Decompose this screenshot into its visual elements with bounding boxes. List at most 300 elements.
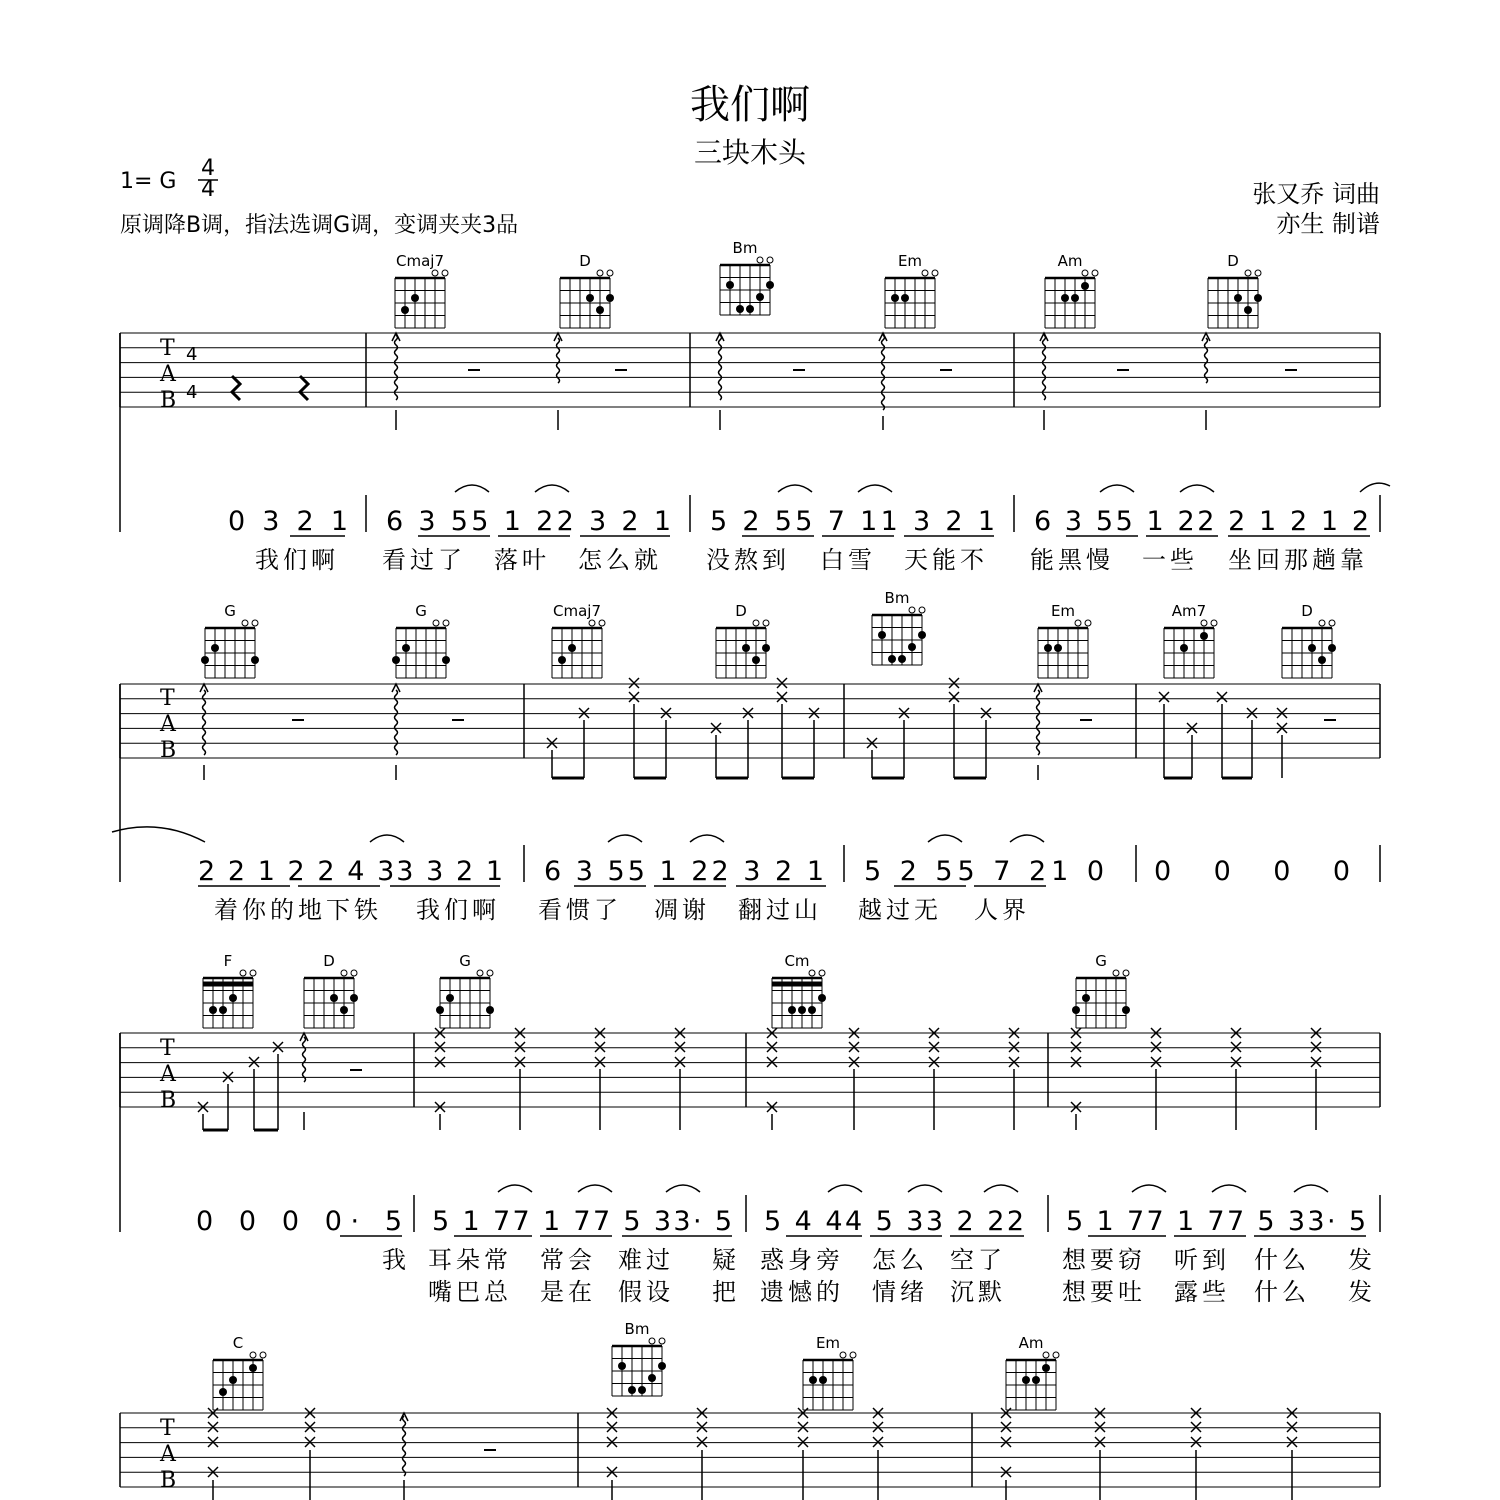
lyric: 常会 <box>540 1246 596 1274</box>
x-notehead <box>1217 692 1227 702</box>
lyric: 怎么 <box>872 1246 928 1274</box>
tab-letter-b: B <box>160 1468 177 1493</box>
x-notehead <box>579 708 589 718</box>
lyrics-music-credit: 张又乔 词曲 <box>1252 180 1380 208</box>
measure-notes: 6 3 55 1 22 3 2 1 <box>544 856 824 887</box>
staff-lines <box>120 1033 1380 1107</box>
lyric: 白雪 <box>820 546 876 574</box>
measure-notes: 5 1 77 1 77 5 33· 5 <box>1066 1206 1366 1237</box>
chord-diagram-f <box>203 952 256 1028</box>
chord-name: Cmaj7 <box>553 602 601 620</box>
finger-dot <box>726 281 734 289</box>
key-signature: 1= G <box>120 169 177 194</box>
fretboard-grid <box>213 1352 266 1410</box>
arpeggio-strum <box>554 333 562 383</box>
x-notehead <box>595 1057 605 1067</box>
finger-dot <box>1061 294 1069 302</box>
arpeggio-strum <box>392 333 400 400</box>
muted-noteheads <box>547 678 1287 748</box>
open-string-marker <box>599 620 605 626</box>
finger-dot <box>211 644 219 652</box>
lyric: 天能不 <box>904 546 988 574</box>
x-notehead <box>629 692 639 702</box>
x-notehead <box>777 678 787 688</box>
measure-notes: 5 2 55 7 11 3 2 1 <box>710 506 995 537</box>
x-notehead <box>607 1437 617 1447</box>
numbered-notation-1 <box>228 483 1390 537</box>
finger-dot <box>201 656 209 664</box>
chord-diagram-g <box>201 602 259 678</box>
finger-dot <box>1328 644 1336 652</box>
open-string-marker <box>260 1352 266 1358</box>
finger-dot <box>401 306 409 314</box>
chord-diagram-bm <box>612 1320 666 1396</box>
finger-dot <box>746 305 754 313</box>
chord-name: Em <box>1050 602 1076 620</box>
lyric: 听到 <box>1174 1246 1230 1274</box>
ties <box>498 1185 1328 1192</box>
finger-dot <box>596 306 604 314</box>
finger-dot <box>898 655 906 663</box>
tab-letter-t: T <box>160 336 175 361</box>
time-sig-tab-top: 4 <box>186 344 198 365</box>
open-string-marker <box>919 607 925 613</box>
x-notehead <box>435 1057 445 1067</box>
lyric: 惑身旁 <box>760 1246 844 1274</box>
x-notehead <box>305 1437 315 1447</box>
x-notehead <box>249 1057 259 1067</box>
lyric: 假设 <box>618 1278 674 1306</box>
x-notehead <box>929 1057 939 1067</box>
open-string-marker <box>443 620 449 626</box>
chord-name: Am <box>1057 252 1083 270</box>
lyric: 难过 <box>618 1246 674 1274</box>
finger-dot <box>402 644 410 652</box>
open-string-marker <box>1043 1352 1049 1358</box>
open-string-marker <box>809 970 815 976</box>
quarter-rest <box>232 376 240 400</box>
chord-name: Em <box>897 252 923 270</box>
arpeggio-strum <box>1202 333 1210 383</box>
measure-notes: 0 0 0 0· 5 <box>196 1206 402 1237</box>
x-notehead <box>767 1042 777 1052</box>
time-signature-bottom: 4 <box>201 177 215 202</box>
lyric: 嘴巴总 <box>428 1278 512 1306</box>
chord-diagram-g <box>392 602 450 678</box>
muted-noteheads <box>198 1028 1321 1112</box>
lyrics-line-3-verse-2 <box>428 1278 1372 1306</box>
x-notehead <box>208 1437 218 1447</box>
open-string-marker <box>1255 270 1261 276</box>
tab-letter-b: B <box>160 388 177 413</box>
tab-letter-a: A <box>160 1062 176 1087</box>
open-string-marker <box>757 257 763 263</box>
lyric: 落叶 <box>494 546 550 574</box>
chord-diagram-em <box>885 252 938 328</box>
phrase-slur <box>112 827 205 842</box>
lyric: 露些 <box>1174 1278 1230 1306</box>
tab-letter-a: A <box>160 1442 176 1467</box>
finger-dot <box>229 994 237 1002</box>
chord-diagram-d <box>1282 602 1336 678</box>
x-notehead <box>273 1042 283 1052</box>
finger-dot <box>1054 644 1062 652</box>
finger-dot <box>788 1006 796 1014</box>
song-artist: 三块木头 <box>693 136 807 169</box>
chord-name: Cmaj7 <box>396 252 444 270</box>
finger-dot <box>411 294 419 302</box>
finger-dot <box>558 656 566 664</box>
finger-dot <box>442 656 450 664</box>
finger-dot <box>628 1386 636 1394</box>
chord-name: G <box>1095 952 1107 970</box>
x-notehead <box>595 1042 605 1052</box>
tab-letter-t: T <box>160 1036 175 1061</box>
tab-letter-a: A <box>160 362 176 387</box>
x-notehead <box>1095 1422 1105 1432</box>
measure-notes: 6 3 55 1 22 3 2 1 <box>386 506 671 537</box>
x-notehead <box>1311 1042 1321 1052</box>
finger-dot <box>219 1006 227 1014</box>
finger-dot <box>350 994 358 1002</box>
finger-dot <box>658 1362 666 1370</box>
x-notehead <box>1311 1057 1321 1067</box>
chord-name: F <box>223 952 233 970</box>
x-notehead <box>661 708 671 718</box>
open-string-marker <box>1082 270 1088 276</box>
finger-dot <box>618 1362 626 1370</box>
open-string-marker <box>1211 620 1217 626</box>
quarter-rest <box>300 376 308 400</box>
chord-diagram-g <box>436 952 494 1028</box>
lyric: 情绪 <box>872 1278 928 1306</box>
finger-dot <box>330 994 338 1002</box>
lyric: 看惯了 <box>538 896 622 924</box>
lyric: 怎么就 <box>578 546 662 574</box>
lyric: 沉默 <box>950 1278 1006 1306</box>
chord-name: D <box>323 952 335 970</box>
finger-dot <box>752 656 760 664</box>
finger-dot <box>1081 282 1089 290</box>
chord-name: Bm <box>732 239 758 257</box>
chord-diagram-d <box>560 252 614 328</box>
x-notehead <box>1277 708 1287 718</box>
open-string-marker <box>649 1338 655 1344</box>
x-notehead <box>607 1422 617 1432</box>
finger-dot <box>1071 294 1079 302</box>
system-3 <box>120 952 1380 1306</box>
lyric: 想要吐 <box>1062 1278 1146 1306</box>
tab-staff-3 <box>120 1028 1380 1232</box>
arpeggio-strum <box>716 333 724 400</box>
x-notehead <box>1231 1042 1241 1052</box>
open-string-marker <box>922 270 928 276</box>
x-notehead <box>1191 1437 1201 1447</box>
x-notehead <box>435 1042 445 1052</box>
finger-dot <box>1234 294 1242 302</box>
system-1 <box>120 239 1390 574</box>
x-notehead <box>1009 1042 1019 1052</box>
chord-name: Am7 <box>1171 602 1207 620</box>
open-string-marker <box>351 970 357 976</box>
lyric: 越过无 <box>858 896 942 924</box>
transcriber-credit: 亦生 制谱 <box>1276 210 1380 238</box>
chord-diagram-cm <box>772 952 826 1028</box>
x-notehead <box>1191 1422 1201 1432</box>
open-string-marker <box>477 970 483 976</box>
chord-diagram-c <box>213 1334 266 1410</box>
open-string-marker <box>1245 270 1251 276</box>
chord-name: G <box>415 602 427 620</box>
arpeggio-strum <box>1034 684 1042 755</box>
open-string-marker <box>909 607 915 613</box>
staff-lines <box>120 1413 1380 1487</box>
finger-dot <box>1072 1006 1080 1014</box>
measure-notes: 6 3 55 1 22 2 1 2 1 2 <box>1034 506 1369 537</box>
measure-notes: 0 3 2 1 <box>228 506 348 537</box>
finger-dot <box>736 305 744 313</box>
chord-name: Cm <box>784 952 810 970</box>
lyric: 空了 <box>950 1246 1006 1274</box>
finger-dot <box>756 293 764 301</box>
x-notehead <box>1159 692 1169 702</box>
open-string-marker <box>659 1338 665 1344</box>
x-notehead <box>743 708 753 718</box>
measure-notes: 5 1 77 1 77 5 33· 5 <box>432 1206 732 1237</box>
lyric: 什么 <box>1254 1278 1310 1306</box>
x-notehead <box>1001 1422 1011 1432</box>
lyric: 凋谢 <box>654 896 710 924</box>
fretboard-grid <box>395 270 448 328</box>
stems <box>204 704 1282 780</box>
x-notehead <box>1287 1437 1297 1447</box>
x-notehead <box>929 1042 939 1052</box>
lyric: 什么 <box>1254 1246 1310 1274</box>
finger-dot <box>819 1376 827 1384</box>
open-string-marker <box>487 970 493 976</box>
finger-dot <box>1200 632 1208 640</box>
chord-name: C <box>232 1334 244 1352</box>
tab-letter-t: T <box>160 1416 175 1441</box>
x-notehead <box>305 1422 315 1432</box>
lyric: 发 <box>1348 1278 1372 1306</box>
time-signature <box>198 156 218 202</box>
finger-dot <box>1244 306 1252 314</box>
lyric: 翻过山 <box>738 896 822 924</box>
numbered-notation-2 <box>112 827 1380 887</box>
x-notehead <box>849 1057 859 1067</box>
open-string-marker <box>250 970 256 976</box>
finger-dot <box>229 1376 237 1384</box>
x-notehead <box>675 1042 685 1052</box>
x-notehead <box>899 708 909 718</box>
lyric: 我们啊 <box>255 546 339 574</box>
finger-dot <box>446 994 454 1002</box>
open-string-marker <box>1123 970 1129 976</box>
fretboard-grid <box>1164 620 1217 678</box>
x-notehead <box>697 1422 707 1432</box>
finger-dot <box>888 655 896 663</box>
finger-dot <box>891 294 899 302</box>
measure-notes: 5 4 44 5 33 2 22 <box>764 1206 1024 1237</box>
chord-name: D <box>1301 602 1313 620</box>
open-string-marker <box>753 620 759 626</box>
chord-name: D <box>735 602 747 620</box>
open-string-marker <box>850 1352 856 1358</box>
open-string-marker <box>250 1352 256 1358</box>
finger-dot <box>486 1006 494 1014</box>
chord-diagram-cmaj7 <box>552 602 605 678</box>
open-string-marker <box>763 620 769 626</box>
x-notehead <box>1231 1057 1241 1067</box>
system-2 <box>112 589 1380 924</box>
lyric: 坐回那趟靠 <box>1228 546 1368 574</box>
tab-letter-t: T <box>160 686 175 711</box>
chord-row-2 <box>201 589 1336 678</box>
open-string-marker <box>1075 620 1081 626</box>
chord-name: Em <box>815 1334 841 1352</box>
open-string-marker <box>240 970 246 976</box>
open-string-marker <box>1319 620 1325 626</box>
lyric: 发 <box>1348 1246 1372 1274</box>
x-notehead <box>949 678 959 688</box>
arpeggio-strum <box>392 684 400 755</box>
chord-diagram-d <box>304 952 358 1028</box>
x-notehead <box>1151 1057 1161 1067</box>
finger-dot <box>251 656 259 664</box>
open-string-marker <box>1053 1352 1059 1358</box>
lyric: 想要窃 <box>1062 1246 1146 1274</box>
measure-notes: 0 0 0 0 <box>1154 856 1350 887</box>
x-notehead <box>1071 1042 1081 1052</box>
capo-instruction: 原调降B调，指法选调G调，变调夹夹3品 <box>120 213 519 238</box>
system-4 <box>120 1320 1380 1500</box>
finger-dot <box>762 644 770 652</box>
x-notehead <box>1009 1057 1019 1067</box>
open-string-marker <box>252 620 258 626</box>
open-string-marker <box>597 270 603 276</box>
staff-lines <box>120 684 1380 758</box>
finger-dot <box>209 1006 217 1014</box>
finger-dot <box>340 1006 348 1014</box>
lyric: 人界 <box>974 896 1030 924</box>
finger-dot <box>249 1364 257 1372</box>
finger-dot <box>809 1376 817 1384</box>
chord-name: Bm <box>884 589 910 607</box>
finger-dot <box>1032 1376 1040 1384</box>
finger-dot <box>219 1388 227 1396</box>
chord-diagram-em <box>803 1334 856 1410</box>
x-notehead <box>697 1437 707 1447</box>
tab-staff-2 <box>120 678 1380 882</box>
open-string-marker <box>433 620 439 626</box>
x-notehead <box>1095 1437 1105 1447</box>
chord-row-3 <box>203 952 1130 1028</box>
finger-dot <box>1042 1364 1050 1372</box>
arpeggio-strum <box>400 1413 408 1476</box>
tab-staff-4 <box>120 1408 1380 1500</box>
chord-diagram-g <box>1072 952 1130 1028</box>
chord-name: D <box>1227 252 1239 270</box>
lyrics-line-3 <box>382 1246 1372 1274</box>
finger-dot <box>908 643 916 651</box>
open-string-marker <box>1329 620 1335 626</box>
lyric: 把 <box>712 1278 736 1306</box>
x-notehead <box>1247 708 1257 718</box>
finger-dot <box>568 644 576 652</box>
ties <box>370 835 1044 842</box>
finger-dot <box>638 1386 646 1394</box>
open-string-marker <box>767 257 773 263</box>
chord-row-4 <box>213 1320 1059 1410</box>
x-notehead <box>981 708 991 718</box>
x-notehead <box>1071 1057 1081 1067</box>
tab-letter-b: B <box>160 738 177 763</box>
lyric: 没熬到 <box>706 546 790 574</box>
open-string-marker <box>242 620 248 626</box>
staff-lines <box>120 333 1380 407</box>
finger-dot <box>766 281 774 289</box>
x-notehead <box>949 692 959 702</box>
x-notehead <box>798 1422 808 1432</box>
arpeggio-strum <box>200 684 208 755</box>
open-string-marker <box>607 270 613 276</box>
measure-notes: 5 2 55 7 21 0 <box>864 856 1104 887</box>
finger-dot <box>1254 294 1262 302</box>
lyric: 遗憾的 <box>760 1278 844 1306</box>
fretboard-grid <box>552 620 605 678</box>
chord-name: Am <box>1018 1334 1044 1352</box>
x-notehead <box>208 1422 218 1432</box>
finger-dot <box>648 1374 656 1382</box>
x-notehead <box>515 1042 525 1052</box>
x-notehead <box>675 1057 685 1067</box>
arpeggio-strum <box>1040 333 1048 400</box>
open-string-marker <box>932 270 938 276</box>
x-notehead <box>629 678 639 688</box>
finger-dot <box>798 1006 806 1014</box>
lyrics-line-1 <box>255 546 1368 574</box>
finger-dot <box>818 994 826 1002</box>
chord-name: G <box>459 952 471 970</box>
ties <box>455 483 1390 492</box>
finger-dot <box>1082 994 1090 1002</box>
tab-staff-1 <box>120 333 1380 532</box>
open-string-marker <box>840 1352 846 1358</box>
fretboard-grid <box>772 970 825 1028</box>
lyric: 我 <box>382 1246 406 1274</box>
tab-letter-b: B <box>160 1088 177 1113</box>
lyric: 看过了 <box>382 546 466 574</box>
x-notehead <box>1287 1422 1297 1432</box>
finger-dot <box>1180 644 1188 652</box>
lyric: 一些 <box>1142 546 1198 574</box>
chord-diagram-cmaj7 <box>395 252 448 328</box>
open-string-marker <box>341 970 347 976</box>
time-sig-tab-bottom: 4 <box>186 382 198 403</box>
lyric: 着你的地下铁 <box>214 896 382 924</box>
x-notehead <box>515 1057 525 1067</box>
lyric: 我们啊 <box>416 896 500 924</box>
finger-dot <box>808 1006 816 1014</box>
finger-dot <box>918 631 926 639</box>
stems <box>396 410 1206 430</box>
arpeggio-strum <box>300 1033 308 1082</box>
open-string-marker <box>442 270 448 276</box>
finger-dot <box>606 294 614 302</box>
lyric: 能黑慢 <box>1030 546 1114 574</box>
x-notehead <box>777 692 787 702</box>
